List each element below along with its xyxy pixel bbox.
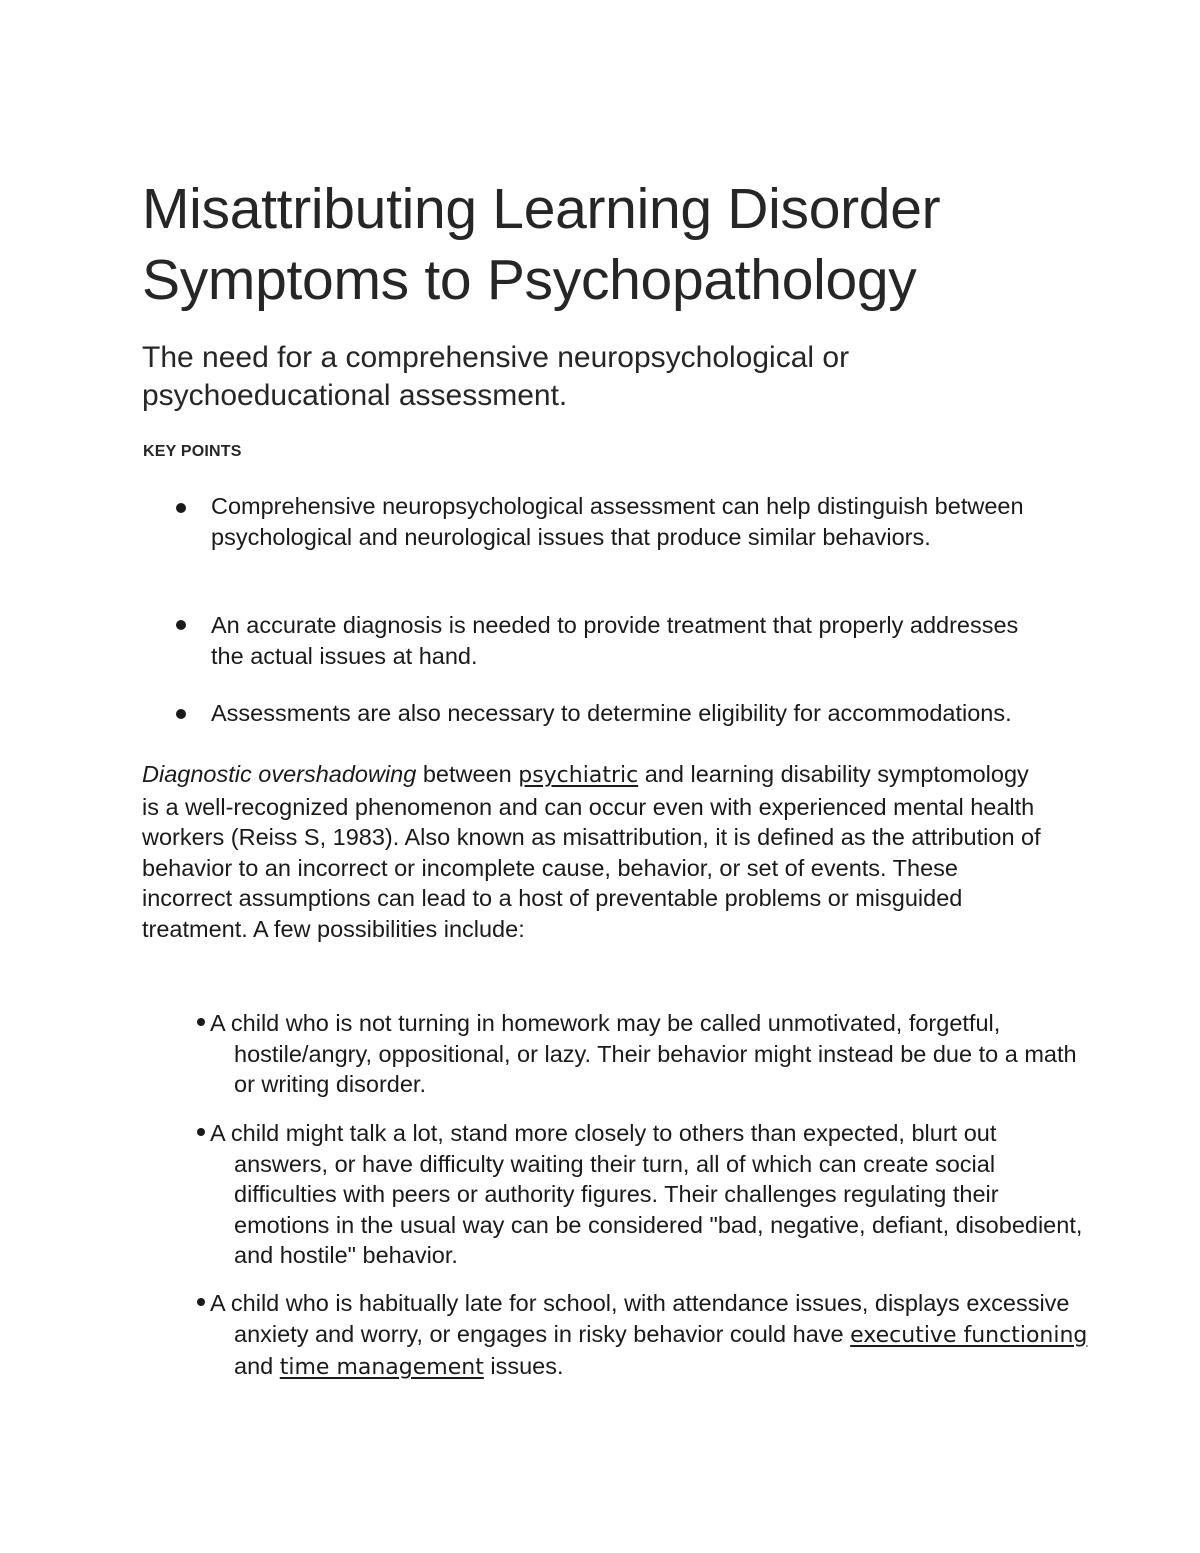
bullet-icon (176, 620, 186, 630)
term-diagnostic-overshadowing: Diagnostic overshadowing (142, 761, 417, 787)
key-point-item: Assessments are also necessary to determine eligibility for accommodations. (211, 700, 1012, 726)
key-point-item: Comprehensive neuropsychological assessment can help distinguish between psychological and neurological issues that produce similar behaviors. (211, 493, 1024, 550)
body-text: between (416, 761, 519, 787)
example-text: A child might talk a lot, stand more closely to others than expected, blurt out answers, or have difficulty waiting their turn, all of which can create social difficulties with peers or authority figures. Their challenges regulating their emotions in the usual way can be considered "bad, negative, defiant, disobedient, and hostile" behavior. (210, 1120, 1083, 1268)
example-text: A child who is not turning in homework may be called unmotivated, forgetful, hostile/angry, oppositional, or lazy. Their behavior might instead be due to a math or writing disorder. (210, 1010, 1077, 1097)
body-paragraph (142, 759, 1042, 944)
page-subtitle: The need for a comprehensive neuropsychological or psychoeducational assessment. (142, 341, 850, 412)
body-text: and learning disability symptomology is a well-recognized phenomenon and can occur even with experienced mental health workers (Reiss S, 1983). Also known as misattribution, it is defined as the attribution of behavior to an incorrect or incomplete cause, behavior, or set of events. These incorrect assumptions can lead to a host of preventable problems or misguided treatment. A few possibilities include: (142, 761, 1041, 942)
psychiatric-link[interactable]: psychiatric (518, 763, 639, 788)
bullet-icon (197, 1128, 205, 1136)
bullet-icon (197, 1018, 205, 1026)
executive-functioning-link[interactable]: executive functioning (850, 1322, 1088, 1348)
example-item (210, 1008, 1094, 1100)
example-text: A child who is habitually late for school, with attendance issues, displays excessive anxiety and worry, or engages in risky behavior could have (210, 1290, 1070, 1347)
key-point-item: An accurate diagnosis is needed to provide treatment that properly addresses the actual issues at hand. (211, 612, 1019, 669)
bullet-icon (197, 1298, 205, 1306)
page-title: Misattributing Learning Disorder Symptoms to Psychopathology (142, 177, 941, 312)
example-item (210, 1118, 1094, 1271)
example-item (210, 1288, 1094, 1384)
example-text: and (234, 1353, 280, 1379)
time-management-link[interactable]: time management (279, 1355, 484, 1380)
bullet-icon (176, 503, 186, 513)
bullet-icon (176, 709, 186, 719)
key-points-heading: KEY POINTS (143, 443, 242, 460)
example-text: issues. (483, 1353, 564, 1379)
